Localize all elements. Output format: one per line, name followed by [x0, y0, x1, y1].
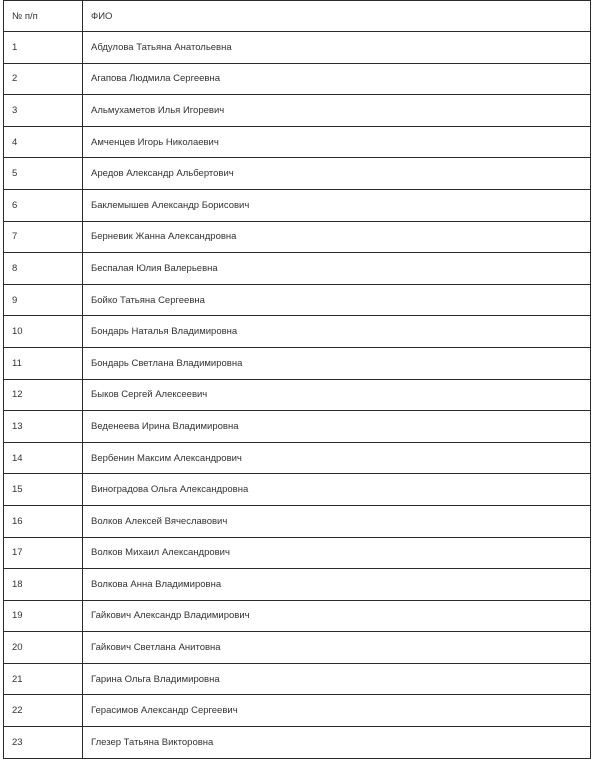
- row-full-name: Герасимов Александр Сергеевич: [83, 695, 591, 727]
- column-header-number: № п/п: [4, 1, 83, 32]
- table-row: [4, 379, 591, 411]
- table-row: [4, 221, 591, 253]
- table-row: [4, 95, 591, 127]
- table-row: [4, 158, 591, 190]
- table-body: [4, 32, 591, 759]
- row-number: 11: [4, 347, 83, 379]
- row-number: 15: [4, 474, 83, 506]
- table-row: [4, 126, 591, 158]
- row-full-name: Глезер Татьяна Викторовна: [83, 727, 591, 759]
- row-number: 13: [4, 411, 83, 443]
- row-number: 9: [4, 284, 83, 316]
- row-number: 17: [4, 537, 83, 569]
- table-row: [4, 347, 591, 379]
- row-full-name: Волкова Анна Владимировна: [83, 569, 591, 601]
- row-number: 2: [4, 63, 83, 95]
- row-full-name: Аредов Александр Альбертович: [83, 158, 591, 190]
- row-number: 8: [4, 253, 83, 285]
- row-full-name: Волков Алексей Вячеславович: [83, 505, 591, 537]
- row-number: 19: [4, 600, 83, 632]
- table-row: [4, 695, 591, 727]
- row-number: 14: [4, 442, 83, 474]
- row-full-name: Альмухаметов Илья Игоревич: [83, 95, 591, 127]
- row-number: 18: [4, 569, 83, 601]
- row-full-name: Агапова Людмила Сергеевна: [83, 63, 591, 95]
- row-full-name: Амченцев Игорь Николаевич: [83, 126, 591, 158]
- table-row: [4, 569, 591, 601]
- table-row: [4, 474, 591, 506]
- row-full-name: Веденеева Ирина Владимировна: [83, 411, 591, 443]
- row-number: 21: [4, 663, 83, 695]
- table-row: [4, 411, 591, 443]
- header-row: [4, 1, 591, 32]
- table-row: [4, 189, 591, 221]
- row-number: 6: [4, 189, 83, 221]
- table-row: [4, 63, 591, 95]
- table-row: [4, 537, 591, 569]
- row-number: 3: [4, 95, 83, 127]
- row-full-name: Абдулова Татьяна Анатольевна: [83, 32, 591, 64]
- table-row: [4, 32, 591, 64]
- row-number: 7: [4, 221, 83, 253]
- row-number: 1: [4, 32, 83, 64]
- row-full-name: Вербенин Максим Александрович: [83, 442, 591, 474]
- table-row: [4, 316, 591, 348]
- row-full-name: Гайкович Светлана Анитовна: [83, 632, 591, 664]
- row-full-name: Бондарь Наталья Владимировна: [83, 316, 591, 348]
- table-row: [4, 284, 591, 316]
- row-number: 23: [4, 727, 83, 759]
- row-full-name: Бондарь Светлана Владимировна: [83, 347, 591, 379]
- table-row: [4, 253, 591, 285]
- roster-table-container: [3, 0, 590, 759]
- row-full-name: Волков Михаил Александрович: [83, 537, 591, 569]
- row-full-name: Бойко Татьяна Сергеевна: [83, 284, 591, 316]
- row-number: 22: [4, 695, 83, 727]
- row-number: 10: [4, 316, 83, 348]
- row-full-name: Гайкович Александр Владимирович: [83, 600, 591, 632]
- row-full-name: Гарина Ольга Владимировна: [83, 663, 591, 695]
- table-row: [4, 632, 591, 664]
- row-number: 20: [4, 632, 83, 664]
- table-row: [4, 442, 591, 474]
- row-full-name: Берневик Жанна Александровна: [83, 221, 591, 253]
- table-row: [4, 600, 591, 632]
- row-full-name: Беспалая Юлия Валерьевна: [83, 253, 591, 285]
- row-full-name: Баклемышев Александр Борисович: [83, 189, 591, 221]
- row-full-name: Виноградова Ольга Александровна: [83, 474, 591, 506]
- row-full-name: Быков Сергей Алексеевич: [83, 379, 591, 411]
- column-header-full-name: ФИО: [83, 1, 591, 32]
- roster-table: [3, 0, 591, 759]
- table-row: [4, 663, 591, 695]
- table-row: [4, 727, 591, 759]
- row-number: 5: [4, 158, 83, 190]
- row-number: 16: [4, 505, 83, 537]
- row-number: 4: [4, 126, 83, 158]
- table-row: [4, 505, 591, 537]
- row-number: 12: [4, 379, 83, 411]
- table-header: [4, 1, 591, 32]
